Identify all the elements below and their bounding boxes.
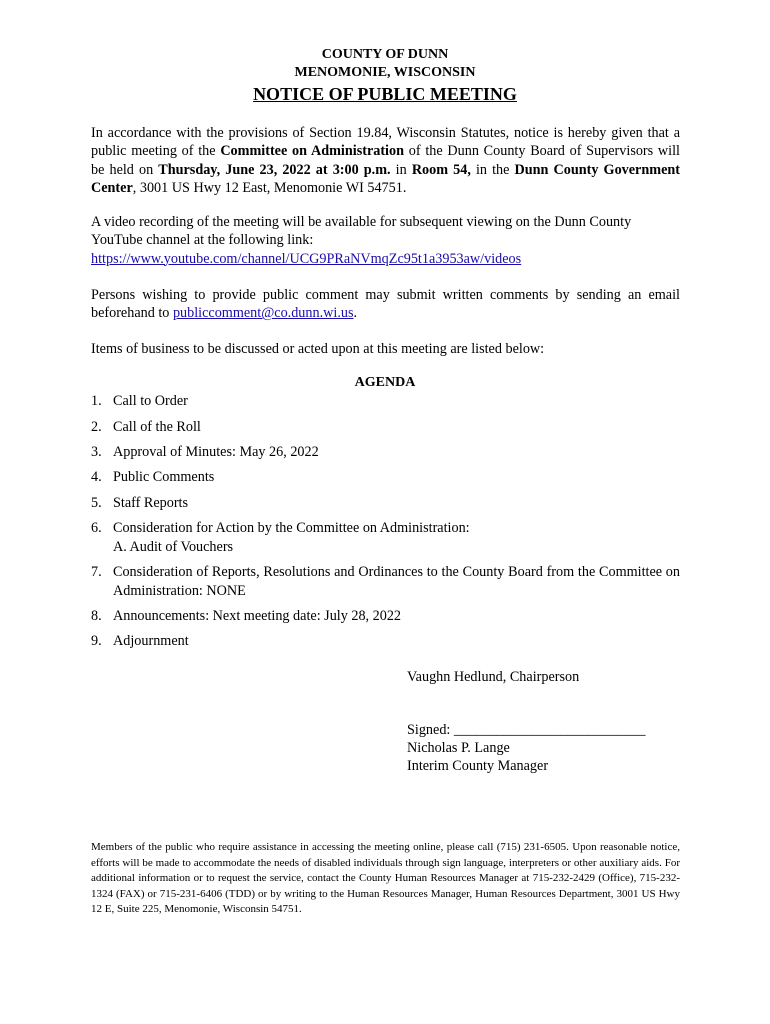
agenda-item-number: 6. xyxy=(91,520,102,536)
agenda-item-text: Call of the Roll xyxy=(113,419,201,435)
agenda-item-text: Approval of Minutes: May 26, 2022 xyxy=(113,444,319,460)
agenda-item-text: Announcements: Next meeting date: July 28, 2022 xyxy=(113,608,402,624)
agenda-item-number: 7. xyxy=(91,564,102,580)
video-text: A video recording of the meeting will be available for subsequent viewing on the Dunn County YouTube channel at the following link: xyxy=(91,214,632,249)
agenda-subitem-text: A. Audit of Vouchers xyxy=(113,539,234,555)
accessibility-notice: Members of the public who require assistance in accessing the meeting online, please call (715) 231-6505. Upon reasonable notice, efforts will be made to accommodate the needs of disabled individuals through sign language, interpreters or other auxiliary aids. For additional information or to request the service, contact the County Human Resources Manager at 715-232-2429 (Office), 715-232-1324 (FAX) or 715-231-6406 (TDD) or by writing to the Human Resources Manager, Human Resources Department, 3001 US Hwy 12 E, Suite 225, Menomonie, Wisconsin 54751. xyxy=(91,841,680,915)
committee-name: Committee on Administration xyxy=(220,143,404,160)
agenda-item-text: Consideration for Action by the Committee on Administration: xyxy=(113,520,470,536)
comment-paragraph xyxy=(91,286,680,323)
agenda-item-number: 2. xyxy=(91,419,102,435)
comment-text: Persons wishing to provide public comment may submit written comments by sending an email beforehand to xyxy=(91,287,680,322)
city-state: MENOMONIE, WISCONSIN xyxy=(294,65,476,80)
meeting-datetime: Thursday, June 23, 2022 at 3:00 p.m. xyxy=(158,161,391,178)
agenda-item-number: 5. xyxy=(91,495,102,511)
intro-paragraph xyxy=(91,124,680,197)
agenda-item-text: Staff Reports xyxy=(113,495,189,511)
meeting-room: Room 54, xyxy=(411,161,471,178)
comment-period: . xyxy=(353,305,358,322)
agenda-title: AGENDA xyxy=(354,375,416,390)
intro-text-3: in xyxy=(390,161,412,178)
agenda-item-number: 9. xyxy=(91,633,102,649)
agenda-item-number: 8. xyxy=(91,608,102,624)
notice-title: NOTICE OF PUBLIC MEETING xyxy=(253,84,517,104)
intro-address: , 3001 US Hwy 12 East, Menomonie WI 54751. xyxy=(132,179,407,196)
government-center: Dunn County Government Center xyxy=(91,161,680,196)
intro-text-2: of the Dunn County Board of Supervisors will be held on xyxy=(91,143,680,178)
agenda-item-text: Public Comments xyxy=(113,469,215,485)
agenda-item-text: Consideration of Reports, Resolutions and Ordinances to the County Board from the Committee on Administration: NONE xyxy=(113,564,680,599)
email-link[interactable]: publiccomment@co.dunn.wi.us xyxy=(172,305,354,322)
signer-title: Interim County Manager xyxy=(407,758,549,774)
chairperson-name: Vaughn Hedlund, Chairperson xyxy=(407,669,580,685)
video-paragraph xyxy=(91,213,680,268)
youtube-link[interactable]: https://www.youtube.com/channel/UCG9PRaNVmqZc95t1a3953aw/videos xyxy=(91,250,522,267)
agenda-item-number: 3. xyxy=(91,444,102,460)
intro-text-4: in the xyxy=(470,161,515,178)
agenda-item-text: Call to Order xyxy=(113,393,188,409)
agenda-item-number: 1. xyxy=(91,393,102,409)
signer-name: Nicholas P. Lange xyxy=(407,740,510,756)
signature-line: Signed: ___________________________ xyxy=(407,722,646,738)
intro-text-1: In accordance with the provisions of Section 19.84, Wisconsin Statutes, notice is hereby given that a public meeting of the xyxy=(91,125,680,160)
agenda-item-number: 4. xyxy=(91,469,102,485)
county-name: COUNTY OF DUNN xyxy=(321,47,449,62)
agenda-item-text: Adjournment xyxy=(113,633,189,649)
business-paragraph: Items of business to be discussed or acted upon at this meeting are listed below: xyxy=(91,341,545,357)
